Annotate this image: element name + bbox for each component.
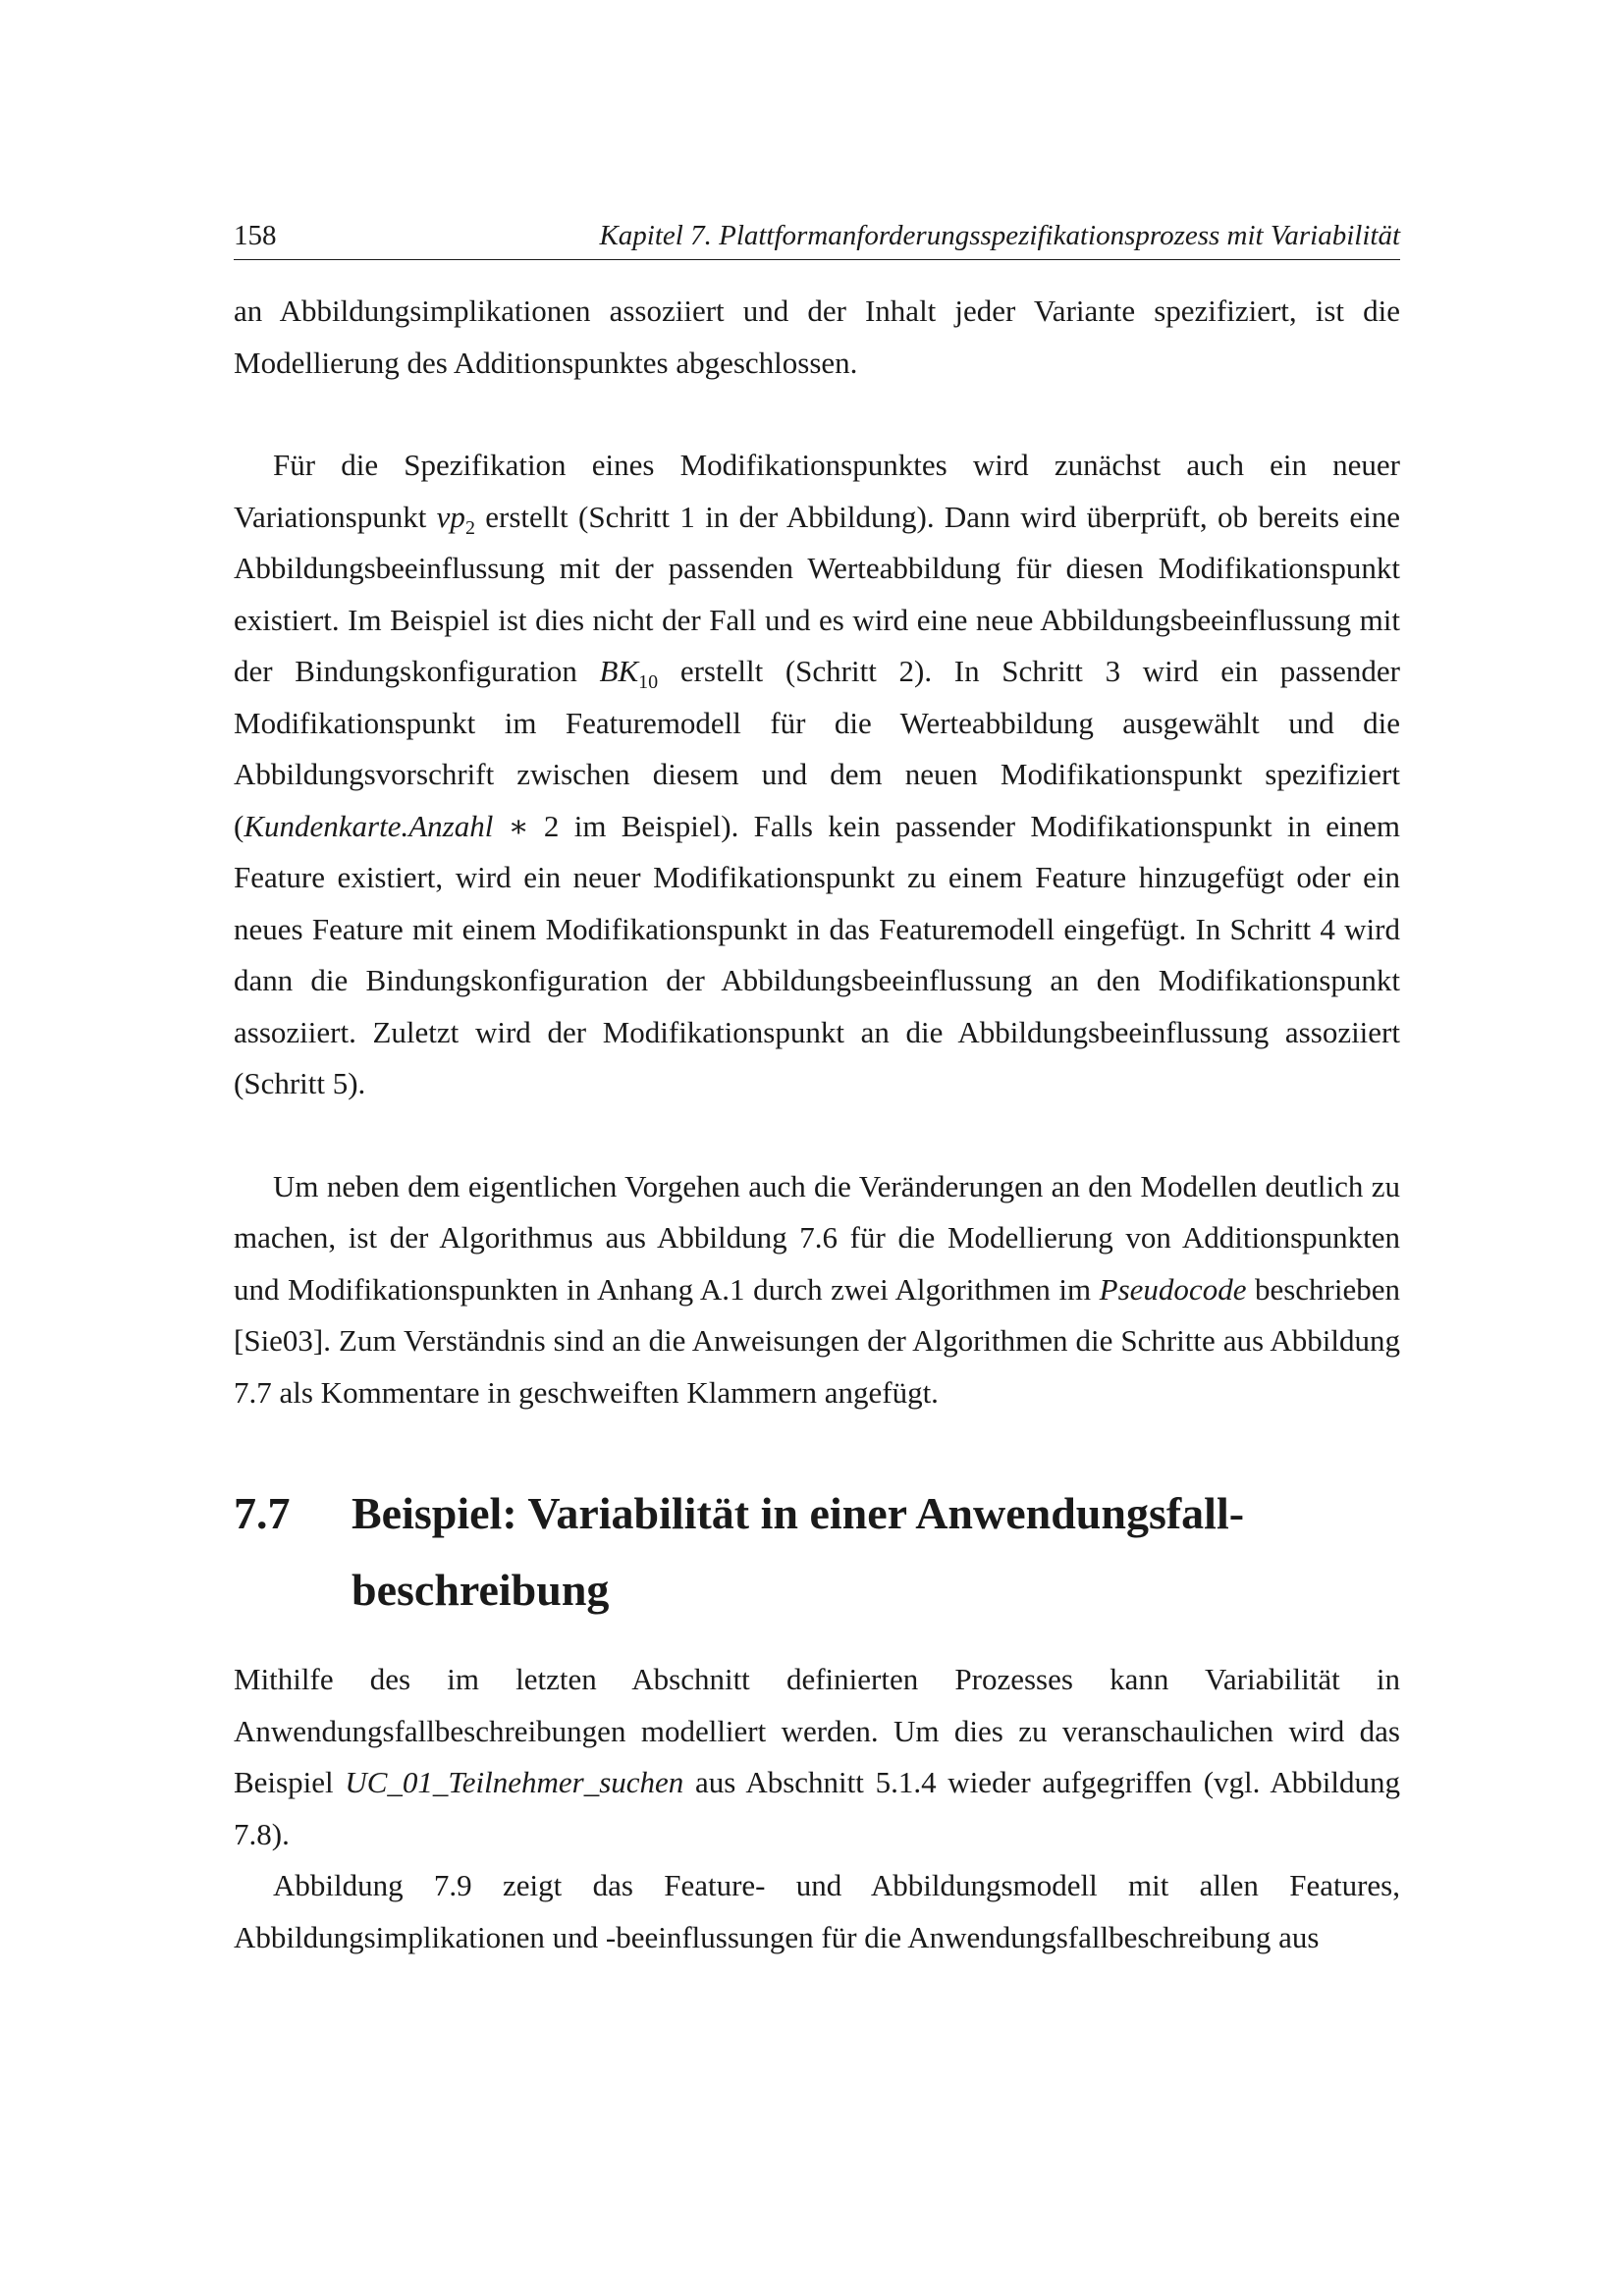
chapter-title: Kapitel 7. Plattformanforderungsspezifikationsprozess mit Variabilität (599, 220, 1400, 251)
paragraph-5 (234, 1860, 1400, 1963)
running-header (234, 216, 1400, 260)
paragraph-4-part-2: aus Abschnitt 5.1.4 wieder aufgegriffen (vgl. Abbildung 7.8). (234, 1765, 1400, 1851)
formula-expression: Kundenkarte.Anzahl (244, 808, 494, 843)
paragraph-5-text: Abbildung 7.9 zeigt das Feature- und Abbildungsmodell mit allen Features, Abbildungsimplikationen und -beeinflussungen für die Anwendungsfallbeschreibung aus (234, 1868, 1400, 1954)
paragraph-1-text: an Abbildungsimplikationen assoziiert und der Inhalt jeder Variante spezifiziert, ist die Modellierung des Additionspunktes abgeschlossen. (234, 294, 1400, 380)
paragraph-3-part-2: beschrieben [Sie03]. Zum Verständnis sind an die Anweisungen der Algorithmen die Schritte aus Abbildung 7.7 als Kommentare in geschweiften Klammern angefügt. (234, 1271, 1401, 1410)
formula-rest: ∗ 2 (493, 808, 560, 843)
paragraph-3 (234, 1161, 1400, 1419)
paragraph-2-part-1: Für die Spezifikation eines Modifikationspunktes wird zunächst auch ein neuer Variationspunkt (234, 448, 1400, 534)
paragraph-2-part-3: erstellt (Schritt 2). In Schritt 3 wird ein passender Modifikationspunkt im Featuremodell für die Werteabbildung ausgewählt und die Abbildungsvorschrift zwischen diesem und dem neuen Modifikationspunkt spezifiziert ( (234, 654, 1401, 843)
binding-config-symbol: BK (599, 654, 639, 688)
variation-point-subscript: 2 (464, 516, 475, 539)
section-heading (234, 1475, 1400, 1629)
paragraph-2 (234, 440, 1400, 1110)
section-title: Beispiel: Variabilität in einer Anwendungsfallbeschreibung (352, 1488, 1245, 1615)
document-page (234, 216, 1400, 1963)
paragraph-3-part-1: Um neben dem eigentlichen Vorgehen auch die Veränderungen an den Modellen deutlich zu machen, ist der Algorithmus aus Abbildung 7.6 für die Modellierung von Additionspunkten und Modifikationspunkten in Anhang A.1 durch zwei Algorithmen im (234, 1168, 1400, 1307)
paragraph-4 (234, 1654, 1400, 1860)
paragraph-4-part-1: Mithilfe des im letzten Abschnitt definierten Prozesses kann Variabilität in Anwendungsfallbeschreibungen modelliert werden. Um dies zu veranschaulichen wird das Beispiel (234, 1662, 1400, 1799)
use-case-name: UC_01_Teilnehmer_suchen (345, 1765, 684, 1799)
pseudocode-term: Pseudocode (1099, 1271, 1247, 1307)
binding-config-subscript: 10 (638, 671, 659, 694)
variation-point-symbol: vp (436, 499, 465, 534)
page-number: 158 (234, 220, 277, 251)
paragraph-2-part-2: erstellt (Schritt 1 in der Abbildung). Dann wird überprüft, ob bereits eine Abbildungsbeeinflussung mit der passenden Werteabbildung für diesen Modifikationspunkt existiert. Im Beispiel ist dies nicht der Fall und es wird eine neue Abbildungsbeeinflussung mit der Bindungskonfiguration (234, 499, 1401, 688)
paragraph-1 (234, 286, 1400, 389)
section-number: 7.7 (234, 1488, 291, 1538)
paragraph-2-part-4: im Beispiel). Falls kein passender Modifikationspunkt in einem Feature existiert, wird ein neuer Modifikationspunkt zu einem Feature hinzugefügt oder ein neues Feature mit einem Modifikationspunkt in das Featuremodell eingefügt. In Schritt 4 wird dann die Bindungskonfiguration der Abbildungsbeeinflussung an den Modifikationspunkt assoziiert. Zuletzt wird der Modifikationspunkt an die Abbildungsbeeinflussung assoziiert (Schritt 5). (234, 808, 1400, 1100)
